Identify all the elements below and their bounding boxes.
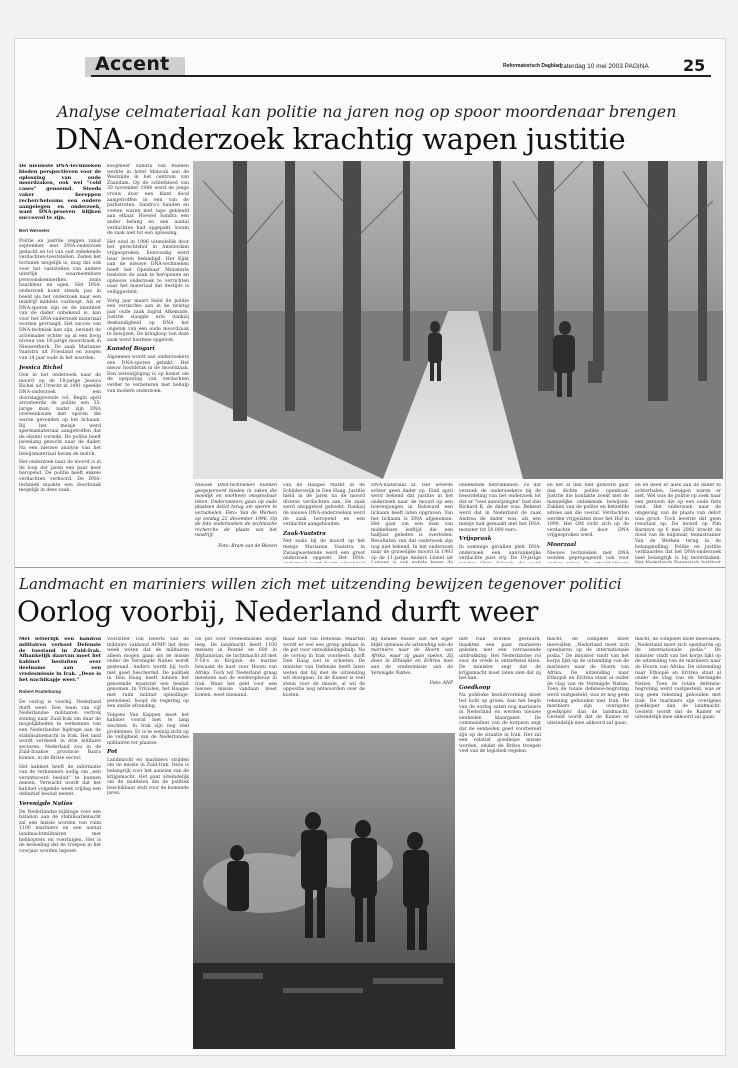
article-divider [15,567,726,568]
soldiers-photo-illustration [193,733,455,1049]
article1-column-8 [635,483,721,563]
article1-byline: Bert Wesseler [19,227,50,233]
article1-body-text: Politie en justitie zeggen vanaf september met DNA-onderzoek gedacht en tot van oud onbekende verdachten-toeststellen. Zeden het techniek mogelijk is, mag dat ook voor het vaststellen van andere uiterlijk waarneembare persoonskenmerken, zoals haarkleur en ogen. Het DNA-onderzoek komt steeds pas in beeld als het onderzoek naar een misdrijf middels vastloopt. Als er DNA-sporen zijn en de identiteit van de dader onbekend is, kan voor het DNA-onderzoek materiaal worden gevraagd. Het succes van DNA-techniek kan zijn, bevindt de actiemaker echter op al een hoog niveau van 18-jarige moordzaak in Nieuwerkerk. De zaak Marianne Vaatstra uit Friesland en zorgen van 14 jaar oude in het noorden. [19,238,101,362]
article1-subheading: Zaak-Vaatstra [283,530,326,537]
article1-column-6 [459,483,541,563]
article1-body-text: Algemeen wordt aan onderzoekers een DNA-sporen gelinkt. Het nieuw hoofdstuk in de moordzaak. Een wetswijziging is op komst om de opsporing van verdachten verder te verbeteren met behulp van modern onderzoek. [107,355,189,394]
forest-crime-scene-photo [193,161,723,479]
article1-body-text: Het eind in 1986 uitendeliik door het gerechtshof in Amsterdam vrijgesproken. Eenvoudig werd haar leven beëindigd. Het Kijkt aan de nieuwe DNA-technieken heeft het Openbaar Ministerie besloten de zaak te heropenen en opnieuw onderzoek te verrichten naar het materiaal dat destijds is veiliggesteld. [107,239,189,296]
article1-body-text: van de Haagse Markt in de Schilderswijk in Den Haag. Justitie hield in de jaren na de moord diverse verdachten aan. De zaak werd onopgelost geboekt. Dankzij de nieuwe DNA-onderzoeken werd de zaak heropend en een verdachte aangehouden. [283,483,365,528]
article2-column-8 [635,637,721,1049]
article2-column-3 [195,637,277,729]
article1-column-4 [283,483,365,563]
article2-subheading: Verenigde Naties [19,801,73,808]
article1-lead: De nieuwste DNA-technieken bieden perspectieven voor de oplossing van oude moordzaken, ook wel "cold cases" genoemd. Steeds vaker bereppen rechercheteams een oudere aangelegen en onderzoek, want DNA-proeven blijken succesvol te zijn. [19,164,101,222]
article2-kicker: Landmacht en mariniers willen zich met uitzending bewijzen tegenover politici [19,575,622,593]
article1-body-text: Het onderzoek naar de moord is in de loop der jaren een paar keer heropend. De politie heeft enkele verdachten verhoord. De DNA-techniek maakte een doorbraak mogelijk in deze zaak. [19,460,101,494]
article2-body-text: macht, de compleet moet meevallen. „Nederland moet zich openbaren op de internationale podia." De minister vindt van het korps lijkt op de uitzending van de mariniers naar de Hoorn van Afrika. De uitzending naar Ethiopië en Eritrea staat al onder de vlag van de Verenigde Naties. Toen de totale defensie-begroting werd vastgesteld, was er nog geen rekening gehouden met Irak. De mariniers zijn overigens goedkoper dan de landmacht. Gesteld wordt dat de Kamer er uiteindelijk mee akkoord zal gaan. [635,637,721,721]
page-header [15,39,726,77]
article1-subheading: Vrijspraak [459,536,492,543]
article2-photo-caption: Bij nieuwe missie van het leger blijkt opnieuw de uitzending van de mariniers naar de Hoorn van Afrika, waar zij gaan spelen. Zij doen in Ethiopië en Eritrea mee aan de vredesmissie van de Verenigde Naties. [371,637,453,676]
article2-column-6 [459,637,541,1049]
article2-body-text: maar niet van Defensie. Maarten wordt er wel een groep gedaan in de pot voor ontwikkelingshulp. Na de oorlog in Irak voordeelt, durft Den Haag wel te schieten. De minister van Defensie heeft laten weten dat hij met de uitzending wil doorgaan. In de Kamer is veel steun voor de missie, al wil de oppositie nog antwoorden over de kosten. [283,637,365,698]
article2-photo-credit: Foto: ANP [429,681,453,687]
publication-date: zaterdag 10 mei 2003 PAGINA [560,63,649,70]
article2-column-7 [547,637,629,1049]
article2-column-5 [371,637,453,729]
article1-subheading: Kunstof Bogari [107,346,155,353]
article2-body-text: macht, de compleet moet meevallen. „Nederland moet zich openbaren op de internationale podia." De minister vindt van het korps lijkt op de uitzending van de mariniers naar de Hoorn van Afrika. De uitzending naar Ethiopië en Eritrea staat al onder de vlag van de Verenigde Naties. Toen de totale defensie-begroting werd vastgesteld, was er nog geen rekening gehouden met Irak. De mariniers zijn overigens goedkoper dan de landmacht. Gesteld wordt dat de Kamer er uiteindelijk mee akkoord zal gaan. [547,637,629,726]
article1-body-text: onbekende betrokkenen. Zo dat verzoek de onderzoekers bij de beoordeling van het onderzoek tot dat er "veel aanwijzingen" had dan Richard K. de dader was. Bekend werd dat in Nederland de zaak Andrea de dader was, als een meisje had gemaakt met het DNA-monster tot 50.000 euro. [459,483,541,533]
article2-column-4 [283,637,365,729]
article1-kicker: Analyse celmateriaal kan politie na jaren nog op spoor moordenaar brengen [57,102,677,121]
section-title: Accent [95,53,170,75]
article2-body-text: De Nederlandse bijdrage voor een batalion aan de stabilisatiemacht zal een missie worden van ruim 1100 mariniers en een aantal landmachtmilitairen met helikopters en voertuigen. Het is de bedoeling dat de troepen in het voorjaar worden ingezet. [19,809,101,854]
article2-body-text: De pot voor vredesmissies loopt leeg. De landmacht heeft 1100 mensen in Bosnië en 600 in Afghanistan, de luchtmacht zit met F-16's in Kirgizië, de marine bewaakt de kust voor Hoorn van Afrika. Toch wil Nederland graag meedoen aan de wederopbouw in Irak. Waar het geld voor een nieuwe missie vandaan moet komen, weet niemand. [195,637,277,698]
article1-photo-credit: Foto: Bram van de Biezen [218,543,277,549]
article1-body-text: en en deed er alles aan de dader te achterhalen. Getuigen waren er niet. Wel was de politie op zoek naar een persoon die op een oude fiets reed. Het onderzoek naar de omgeving van de plaats van delict was groot. Toch leverde dat geen resultaat op. De moord op Pim Barneyn op 6 mei 2002 bracht de dood van de miljonair, tennistrainer Van de Werken terug in de belangstelling. Politie en justitie verklaarden dat het DNA-onderzoek heel belangrijk is bij moordzaken. [635,483,721,561]
article1-column-1 [19,164,101,562]
article2-body-text: Na politieke besluitvorming moet het licht op groen. Aan het begin van de oorlog zaten nog mariniers in Nederland en werden nieuwe eenheden klaargezet. De commandant van de korpsen zegt dat de eenheden goed voorbereid zijn op de situatie in Irak. Het zal een relatief goedkope missie worden, omdat de Britse troepen veel van de logistiek regelen. [459,693,541,755]
article2-subheading: Goedkoop [459,684,491,691]
article1-headline: DNA-onderzoek krachtig wapen justitie [55,122,626,156]
article1-column-7 [547,483,629,563]
article2-body-text: Landmacht en mariniers strijden om de missie in Zuid-Irak. Deze is belangrijk voor het aanzien van de krijgsmacht. Het gaat uiteindelijk om de middelen die de politiek beschikbaar stelt voor de komende jaren. [107,757,189,797]
article2-body-text: Voorzitter Ton Heerts van de militaire vakbond AFMP liet deze week weten dat de militairen alleen mogen gaan als de missie onder de Verenigde Naties wordt gesteund. Anders wordt hij toch niet goed beschermd. De politiek in Den Haag heeft binnen het genoemde maatstaf een besluit genomen. In Trivisleu, het Haagse met ruim militair opleidings-personeel, hoopt de regering op een snelle afronding. [107,637,189,710]
forest-photo-illustration [193,161,723,479]
article1-body-text: DNA-materiaal af. Het leverde echter geen dader op. Eind april werd bekend dat justitie in het onderzoek naar de moord op een boerenjongen in Bolsward een lichaam heeft laten opgraven. Van het lichaam is DNA afgenomen. Het gaat om een man van middelbare leeftijd die een halfjaar geleden is overleden. Resultaten van dat onderzoek zijn nog niet bekend. In het onderzoek naar de gruwelijke moord in 1993 op de 11-jarige Anders Linnet uit [371,483,453,561]
article1-column-2 [107,164,189,562]
article1-body-text: In sommige gevallen pleit DNA-onderzoek een aanvankelijke verdachte juist vrij. De 19-jarige [459,544,541,562]
article1-body-text: en het al dan niet gehoord gaat dan dichte politie openbaar. Justitie die kontakte zoekt met de mannelijke onbekende bewijzen. Zakken van de politie en hetzelfde advies aan die vooraf. Verdachten werden vrijgelaten door het Hof in 1999. Het OM richt zich op de verdachte die door DNA vrijgesproken werd. [547,483,629,539]
article2-column-1 [19,637,101,1049]
article2-column-2 [107,637,189,1049]
article2-lead: Met letterlijk een handvol militairen verkoot Defensie de toestand in Zuid-Irak. Afhankelijk daarvan moet het kabinet besluiten over deelname aan een vredesmissie in Irak. „Deze is het wachtkapje weer." [19,637,101,683]
article1-body-text: koopmeer Sandra van Rueben werkte in hotel Mancuk aan de Westzijde in het centrum van Zaandam. Op de schietkleed van 30 november 1984 werd de jonge vrouw door een klant dood aangetroffen in een van de parkstraten. Sandra's handen en voeten waren met tape gekleefd aan elkaar. Hoewel Sandra een ander belang en een aantal verdachten had opgepakt, kwam de zaak niet tot een oplossing. [107,164,189,237]
article2-body-text: De oorlog is voorbij. Nederland durft weer. Een team van vijf Nederlandse militairen vertrok zondag naar Zuid-Irak om daar de mogelijkheden te verkennen van een Nederlandse bijdrage aan de stabilisatiemacht in Irak. Het land wordt verdeeld in drie militaire sectoren. Nederland zou in de Zuid-Iraakse provincie Basra komen, in de Britse sector. [19,699,101,761]
article1-body-text: Net zoals bij de moord op het meisje Marianne Vaatstra in Zwaagwesteinde werd een groot onderzoek opgezet. Het DNA- [283,539,365,562]
article2-byline: Robert Pasterkamp [19,689,62,695]
article1-column-5 [371,483,453,563]
header-rule [91,75,711,77]
article2-subheading: Pot [107,749,118,756]
article1-body-text: Nieuwe technieken met DNA worden gepropageerd ook voor [547,550,629,562]
article2-body-text: Het kabinet heeft de informatie van de verkenners nodig om „een verantwoord besluit" te kunnen nemen. Verwacht wordt dat het kabinet volgende week vrijdag een definitief besluit neemt. [19,764,101,798]
newspaper-page [14,38,726,1056]
article2-body-text: Volgens Van Kappen moet het kabinet vooral niet te lang wachten. In Irak zijn nog veel problemen. Er is te weinig zicht op de veiligheid van de Nederlandse militairen ter plaatse. [107,712,189,746]
article1-subheading: Jessica Richel [19,364,63,371]
article1-body-text: Vorig jaar maart hield de politie een verdachte aan in de twintig jaar oude zaak Ingrid Alkemade. Justitie slaagde erin dankzij deskundigheid op DNA het ongeluk van een oude moordzaak te bewijzen. De kringloop van deze zaak werd hiermee opgelost. [107,298,189,343]
article2-headline: Oorlog voorbij, Nederland durft weer [17,595,539,628]
article1-photo-caption: Nieuwe DNA-technieken kunnen geopsporeerd bieden in zaken die moeilijk en voorheen onoplosbaar leken. Onderzoekers gaan op oude plaatsen delict terug om sporen te verzamelen. Foto: Van de Werken op zondag 22 december 1996. Op de foto onderzoeken de technische recherche de plaats van het misdrijf. [195,483,277,539]
article1-subheading: Moorzaal [547,541,577,548]
soldiers-photo [193,733,455,1049]
article1-column-3 [195,483,277,563]
page-number: 25 [683,56,706,75]
paper-name: Reformatorisch Dagblad [503,63,562,69]
article2-body-text: niet ruik worden gestuurd, maakten een paar manieren geleden niet een verrassende uitdrukking: Het Nederlandse rol voor de vrede is ontzettend klein. De minister zegt dat de krijgsmacht moet laten zien dat zij het kan. [459,637,541,682]
article1-body-text: Ook in het onderzoek naar de moord op de 18-jarige Jessica Richel uit Utrecht in 1991 speelde DNA-onderzoek een doorslaggevende rol. Begin april arresteerde de politie een 35-jarige man, nadat zijn DNA overeenkwam met sporen die waren gevonden op het lichaam. Bij het meisje werd spermamateriaal aangetroffen dat de sleutel vormde. De politie heeft jarenlang gezocht naar de dader. Na een nieuwe analyse van het bewijsmateriaal kwam de match. [19,373,101,457]
